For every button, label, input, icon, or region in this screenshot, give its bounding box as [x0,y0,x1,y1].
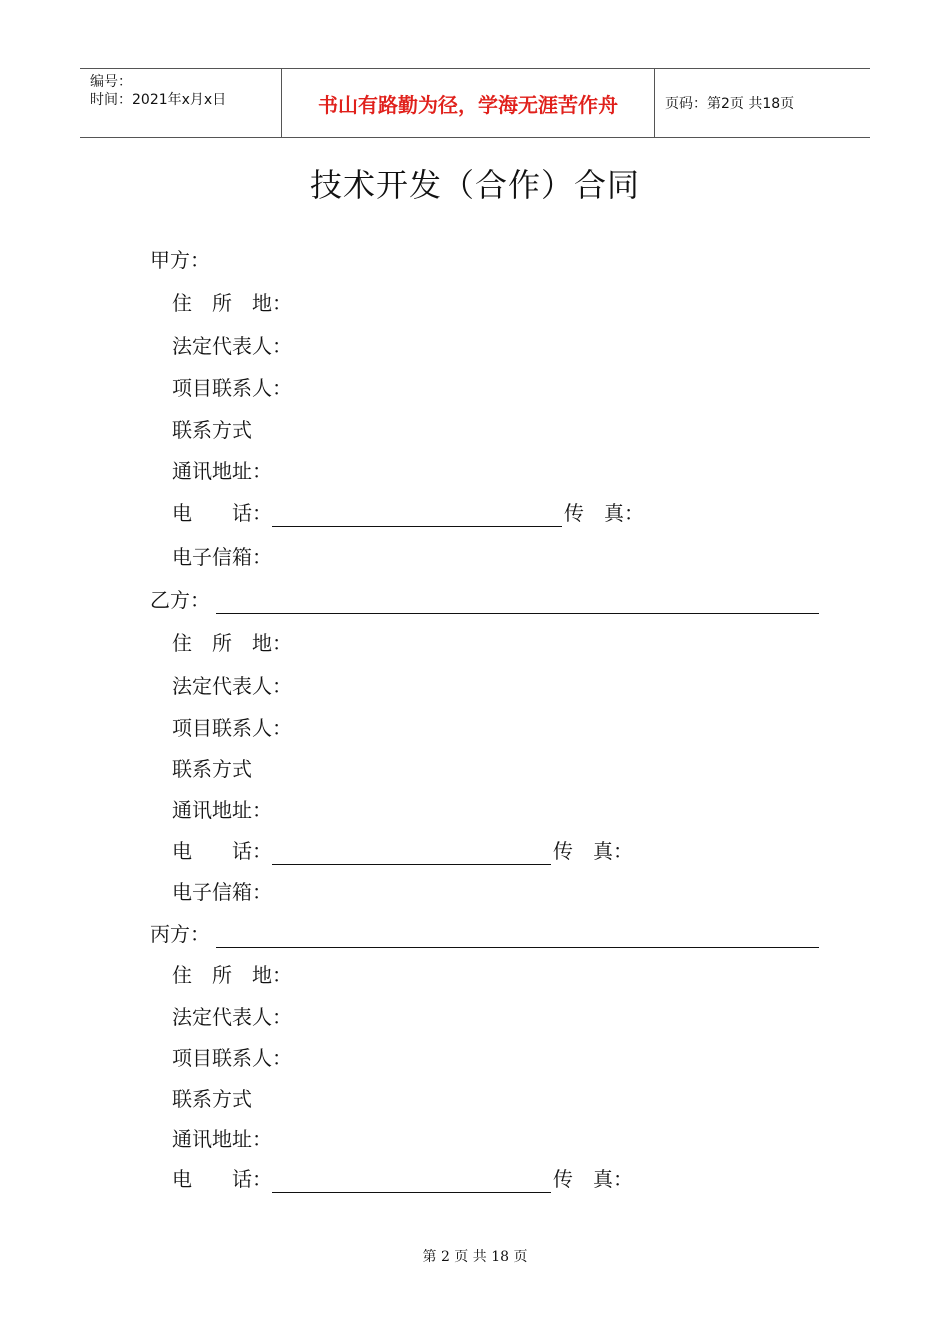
party-a-contact-method [172,416,252,444]
field-label: 通讯地址： [172,798,272,822]
party-c-label-text: 丙方： [150,922,210,946]
party-c-contact-method [172,1085,252,1113]
field-label: 电 话： [172,501,272,525]
party-b-mail-address [172,796,272,824]
party-c-address [172,961,292,989]
party-b-contact-method [172,755,252,783]
field-label: 联系方式 [172,1087,252,1111]
header-page-info: 页码：第2页 共18页 [665,96,795,112]
field-label: 传 真： [553,1167,633,1191]
header-meta [80,69,282,137]
field-label: 联系方式 [172,418,252,442]
party-b-address [172,629,292,657]
party-b-legal-rep [172,672,292,700]
field-label: 联系方式 [172,757,252,781]
field-label: 法定代表人： [172,334,292,358]
party-b-name-blank-line[interactable] [216,591,819,614]
field-label: 电子信箱： [172,880,272,904]
field-label: 项目联系人： [172,716,292,740]
party-c-mail-address [172,1125,272,1153]
field-label: 住 所 地： [172,631,292,655]
header-number: 编号： [90,74,132,90]
field-label: 住 所 地： [172,291,292,315]
party-c-legal-rep [172,1003,292,1031]
field-label: 通讯地址： [172,459,272,483]
document-title: 技术开发（合作）合同 [309,166,640,204]
phone-blank-line[interactable] [272,504,562,527]
field-label: 法定代表人： [172,674,292,698]
party-b-label-text: 乙方： [150,588,210,612]
party-b-email [172,878,272,906]
page-footer: 第 2 页 共 18 页 [422,1249,528,1265]
field-label: 传 真： [553,839,633,863]
field-label: 电 话： [172,1167,272,1191]
field-label: 电子信箱： [172,545,272,569]
field-label: 法定代表人： [172,1005,292,1029]
party-c-name-blank-line[interactable] [216,925,819,948]
field-label: 电 话： [172,839,272,863]
header-date: 时间：2021年x月x日 [90,92,227,108]
party-a-label [150,246,210,274]
field-label: 项目联系人： [172,1046,292,1070]
field-label: 住 所 地： [172,963,292,987]
field-label: 项目联系人： [172,376,292,400]
header-motto: 书山有路勤为径，学海无涯苦作舟 [282,69,655,137]
phone-blank-line[interactable] [272,842,551,865]
party-c-phone-fax [172,1165,633,1193]
party-b-label [150,586,821,614]
party-b-phone-fax [172,837,633,865]
party-c-label [150,920,821,948]
party-a-mail-address [172,457,272,485]
party-c-contact-person [172,1044,292,1072]
party-a-legal-rep [172,332,292,360]
party-a-contact-person [172,374,292,402]
phone-blank-line[interactable] [272,1170,551,1193]
field-label: 通讯地址： [172,1127,272,1151]
party-a-email [172,543,272,571]
party-a-label-text: 甲方： [150,248,210,272]
page-header [80,68,870,138]
field-label: 传 真： [564,501,644,525]
party-a-address [172,289,292,317]
party-b-contact-person [172,714,292,742]
party-a-phone-fax [172,499,644,527]
